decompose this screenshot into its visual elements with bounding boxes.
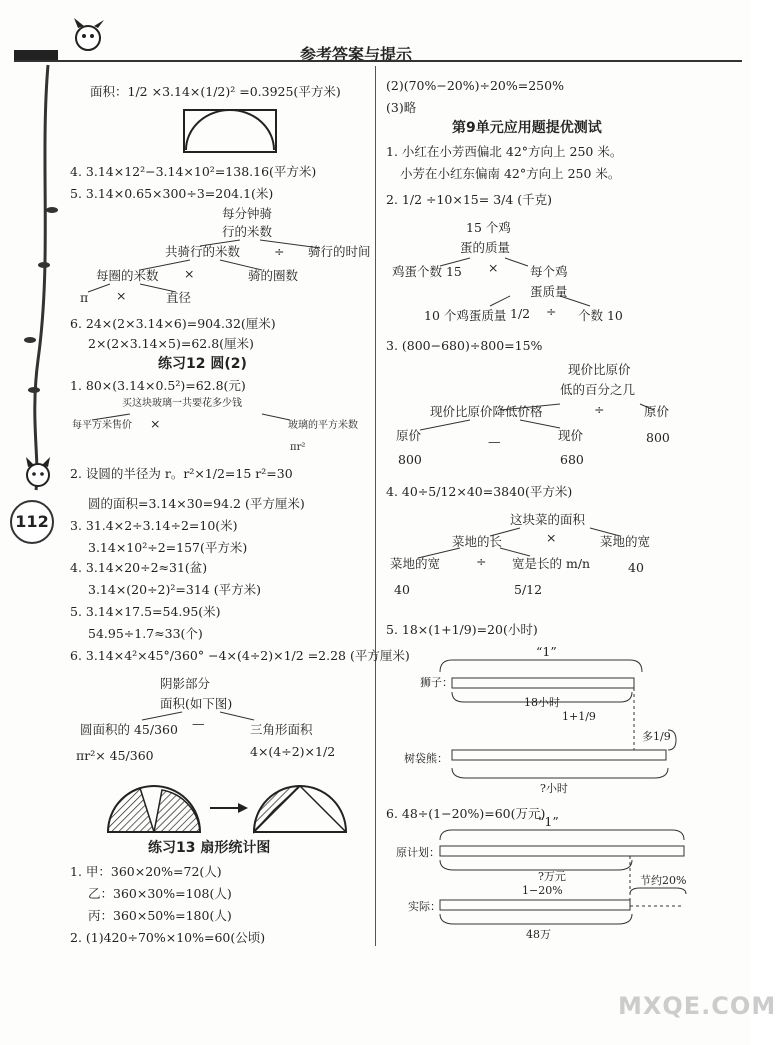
diag1-bear: 树袋熊： — [404, 752, 448, 765]
tree1-op3: × — [116, 288, 127, 303]
tree2-a: 每平方米售价 — [72, 420, 132, 431]
tree3-a: 圆面积的 45/360 — [80, 722, 178, 737]
tree1-a: 共骑行的米数 — [165, 244, 241, 259]
tree4-a: 蛋的质量 — [460, 240, 511, 255]
tree6-d: 菜地的宽 — [390, 556, 441, 571]
tree2-b: 玻璃的平方米数 — [288, 420, 358, 431]
s9-answer-1a: 1. 小红在小芳西偏北 42°方向上 250 米。 — [386, 144, 623, 159]
tree1-b: 骑行的时间 — [308, 244, 371, 259]
s9-answer-2: 2. 1/2 ÷10×15= 3/4 (千克) — [386, 192, 553, 207]
answer-6a: 6. 24×(2×3.14×6)=904.32(厘米) — [70, 316, 276, 331]
p12-answer-3a: 3. 31.4×2÷3.14÷2=10(米) — [70, 518, 238, 533]
tree1-c: 每圈的米数 — [96, 268, 159, 283]
tree4-top: 15 个鸡 — [466, 220, 511, 235]
tree4-g: 个数 10 — [578, 308, 623, 323]
tree5-c: 800 — [646, 430, 670, 445]
tree3-top: 阴影部分 — [160, 676, 211, 691]
section-12-title: 练习12 圆(2) — [158, 356, 247, 372]
p12-answer-6: 6. 3.14×4²×45°/360° −4×(4÷2)×1/2 =2.28 (平方厘米) — [70, 648, 410, 663]
diag1-frac: 1+1/9 — [562, 710, 596, 723]
tree6-c: 40 — [628, 560, 644, 575]
tree5-a: 现价比原价降低价格 — [430, 404, 543, 419]
tree2-top: 买这块玻璃一共要花多少钱 — [122, 398, 242, 409]
header-title: 参考答案与提示 — [300, 45, 413, 64]
tree1-f: 直径 — [166, 290, 192, 305]
tree6-op2: ÷ — [476, 554, 487, 569]
diag1-q: ?小时 — [540, 782, 568, 795]
tree6-top: 这块菜的面积 — [510, 512, 586, 527]
tree1-top1: 每分钟骑 — [222, 206, 273, 221]
p13-answer-1a: 1. 甲：360×20%=72(人) — [70, 864, 222, 879]
diag2-one: “1” — [538, 814, 559, 829]
area-formula: 面积：1/2 ×3.14×(1/2)² =0.3925(平方米) — [90, 84, 341, 99]
diag1-h18: 18小时 — [524, 696, 560, 709]
diag1-lion: 狮子： — [420, 676, 453, 689]
p12-answer-5a: 5. 3.14×17.5=54.95(米) — [70, 604, 221, 619]
p13-answer-2: 2. (1)420÷70%×10%=60(公顷) — [70, 930, 266, 945]
s9-answer-5: 5. 18×(1+1/9)=20(小时) — [386, 622, 538, 637]
tree6-b: 菜地的宽 — [600, 534, 651, 549]
tree6-g: 5/12 — [514, 582, 543, 597]
tree5-op2: — — [488, 434, 501, 449]
tree1-op2: × — [184, 266, 195, 281]
p13-answer-1c: 丙：360×50%=180(人) — [88, 908, 232, 923]
tree5-e: 现价 — [558, 428, 584, 443]
diag2-w: 48万 — [526, 928, 551, 941]
tree6-a: 菜地的长 — [452, 534, 503, 549]
tree3-mid: 面积(如下图) — [160, 696, 233, 711]
watermark: MXQE.COM — [618, 992, 776, 1020]
s9-answer-6: 6. 48÷(1−20%)=60(万元) — [386, 806, 546, 821]
tree3-op: — — [192, 716, 205, 731]
tree4-f: 1/2 — [510, 306, 531, 321]
tree6-e: 宽是长的 m/n — [512, 556, 591, 571]
s9-answer-4: 4. 40÷5/12×40=3840(平方米) — [386, 484, 573, 499]
p12-answer-2a: 2. 设圆的半径为 r。r²×1/2=15 r²=30 — [70, 466, 293, 481]
diag2-pct: 1−20% — [522, 884, 563, 897]
diag2-plan: 原计划： — [396, 846, 440, 859]
p12-answer-4b: 3.14×(20÷2)²=314 (平方米) — [88, 582, 261, 597]
tree4-e: 10 个鸡蛋质量 — [424, 308, 507, 323]
p12-answer-3b: 3.14×10²÷2=157(平方米) — [88, 540, 248, 555]
tree5-top1: 现价比原价 — [568, 362, 631, 377]
section-9-title: 第9单元应用题提优测试 — [452, 120, 602, 136]
tree1-e: π — [80, 290, 89, 305]
r-answer-2: (2)(70%−20%)÷20%=250% — [386, 78, 564, 93]
p12-answer-2b: 圆的面积=3.14×30=94.2 (平方厘米) — [88, 496, 305, 511]
page-number: 112 — [10, 500, 54, 544]
tree5-op1: ÷ — [594, 402, 605, 417]
tree6-op1: × — [546, 530, 557, 545]
tree3-b: 三角形面积 — [250, 722, 313, 737]
p12-answer-1: 1. 80×(3.14×0.5²)=62.8(元) — [70, 378, 246, 393]
answer-4: 4. 3.14×12²−3.14×10²=138.16(平方米) — [70, 164, 317, 179]
tree1-top2: 行的米数 — [222, 224, 273, 239]
p12-answer-4a: 4. 3.14×20÷2≈31(盆) — [70, 560, 208, 575]
tree5-top2: 低的百分之几 — [560, 382, 636, 397]
tree4-op2: ÷ — [546, 304, 557, 319]
diag2-save: 节约20% — [640, 874, 687, 887]
p13-answer-1b: 乙：360×30%=108(人) — [88, 886, 232, 901]
tree4-d: 蛋质量 — [530, 284, 568, 299]
tree3-d: 4×(4÷2)×1/2 — [250, 744, 336, 759]
tree5-f: 800 — [398, 452, 422, 467]
diag1-one: “1” — [536, 644, 557, 659]
tree4-c: 每个鸡 — [530, 264, 568, 279]
diag1-more: 多1/9 — [642, 730, 671, 743]
tree5-d: 原价 — [396, 428, 422, 443]
r-answer-3: (3)略 — [386, 100, 417, 115]
tree4-b: 鸡蛋个数 15 — [392, 264, 462, 279]
tree5-g: 680 — [560, 452, 584, 467]
answer-6b: 2×(2×3.14×5)=62.8(厘米) — [88, 336, 254, 351]
tree1-op1: ÷ — [274, 244, 285, 259]
tree3-c: πr²× 45/360 — [76, 748, 154, 763]
tree6-f: 40 — [394, 582, 410, 597]
answer-5: 5. 3.14×0.65×300÷3=204.1(米) — [70, 186, 274, 201]
tree2-op: × — [150, 416, 161, 431]
p12-answer-5b: 54.95÷1.7≈33(个) — [88, 626, 203, 641]
diag2-q: ?万元 — [538, 870, 566, 883]
tree2-c: πr² — [290, 442, 306, 453]
tree1-d: 骑的圈数 — [248, 268, 299, 283]
tree4-op1: × — [488, 260, 499, 275]
tree5-b: 原价 — [644, 404, 670, 419]
diag2-act: 实际： — [408, 900, 441, 913]
s9-answer-3: 3. (800−680)÷800=15% — [386, 338, 543, 353]
section-13-title: 练习13 扇形统计图 — [148, 840, 271, 856]
s9-answer-1b: 小芳在小红东偏南 42°方向上 250 米。 — [400, 166, 621, 181]
